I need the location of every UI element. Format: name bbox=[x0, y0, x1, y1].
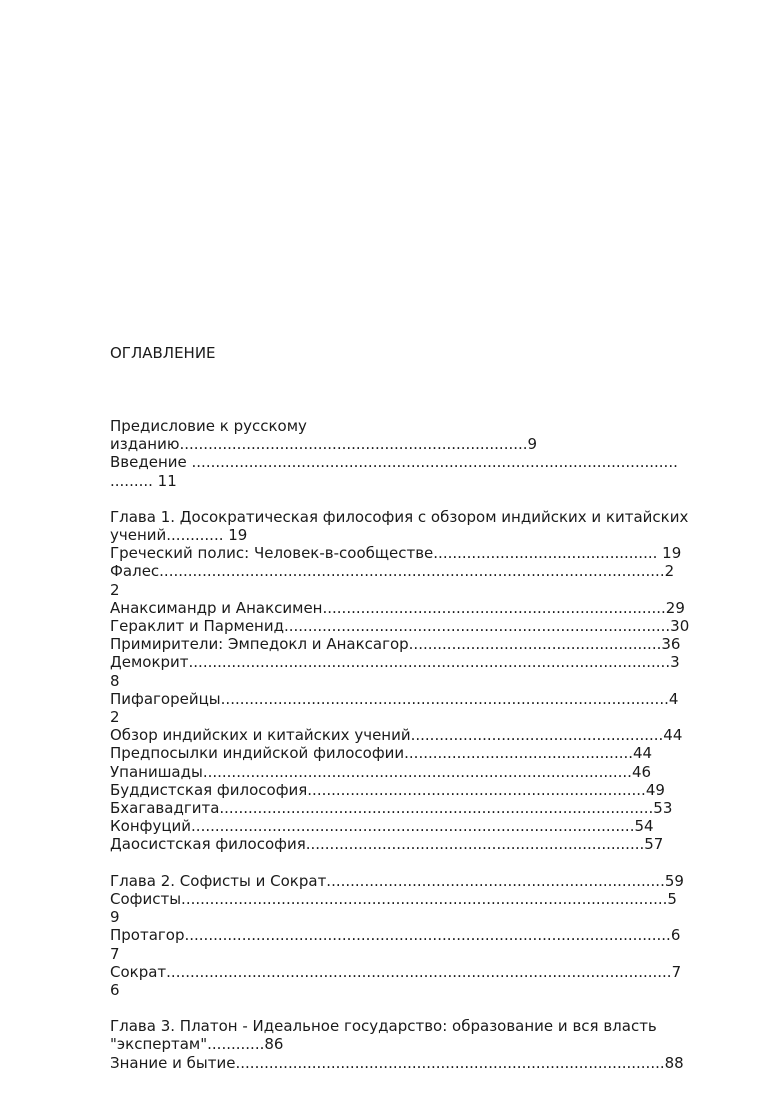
toc-entry: 9 bbox=[110, 908, 120, 927]
toc-entry: 6 bbox=[110, 980, 120, 999]
toc-entry: Буддистская философия.......................................................................49 bbox=[110, 780, 665, 799]
toc-entry: "экспертам"............86 bbox=[110, 1035, 284, 1054]
blank-line bbox=[110, 399, 720, 417]
toc-entry: Бхагавадгита...........................................................................................53 bbox=[110, 799, 673, 818]
toc-entry: 7 bbox=[110, 944, 120, 963]
toc-entry: Глава 2. Софисты и Сократ.......................................................................59 bbox=[110, 871, 684, 890]
toc-entry: Демокрит.....................................................................................................3 bbox=[110, 653, 680, 672]
toc-entry: Знание и бытие..........................................................................................88 bbox=[110, 1053, 684, 1072]
toc-entry: ......... 11 bbox=[110, 471, 177, 490]
toc-entry: Греческий полис: Человек-в-сообществе............................................... 19 bbox=[110, 544, 682, 563]
toc-entry: Анаксимандр и Анаксимен........................................................................29 bbox=[110, 598, 685, 617]
toc-entries bbox=[110, 399, 720, 1072]
toc-heading: ОГЛАВЛЕНИЕ bbox=[110, 344, 216, 363]
blank-line bbox=[110, 490, 720, 508]
toc-entry: 2 bbox=[110, 580, 120, 599]
toc-entry: Глава 1. Досократическая философия с обзором индийских и китайских bbox=[110, 507, 689, 526]
toc-entry: Упанишады..........................................................................................46 bbox=[110, 762, 652, 781]
toc-entry: Конфуций.............................................................................................54 bbox=[110, 817, 654, 836]
toc-entry: 8 bbox=[110, 671, 120, 690]
toc-entry: Примирители: Эмпедокл и Анаксагор.....................................................36 bbox=[110, 635, 681, 654]
toc-entry: Пифагорейцы..............................................................................................4 bbox=[110, 689, 679, 708]
toc-entry: Сократ..........................................................................................................7 bbox=[110, 962, 682, 981]
toc-entry: Фалес..........................................................................................................2 bbox=[110, 562, 675, 581]
blank-line bbox=[110, 999, 720, 1017]
toc-entry: Глава 3. Платон - Идеальное государство: образование и вся власть bbox=[110, 1017, 657, 1036]
toc-entry: Гераклит и Парменид.................................................................................30 bbox=[110, 617, 690, 636]
toc-entry: Даосистская философия.......................................................................57 bbox=[110, 835, 664, 854]
table-of-contents bbox=[110, 308, 720, 1108]
toc-entry: учений............ 19 bbox=[110, 526, 248, 545]
toc-entry: Введение ...................................................................................................... bbox=[110, 453, 678, 472]
toc-entry: Софисты......................................................................................................5 bbox=[110, 889, 677, 908]
toc-entry: Обзор индийских и китайских учений.....................................................44 bbox=[110, 726, 683, 745]
toc-entry: 2 bbox=[110, 708, 120, 727]
toc-entry: Протагор......................................................................................................6 bbox=[110, 926, 681, 945]
blank-line bbox=[110, 854, 720, 872]
toc-entry: Предисловие к русскому bbox=[110, 417, 307, 436]
toc-entry: Предпосылки индийской философии................................................44 bbox=[110, 744, 653, 763]
toc-entry: изданию.........................................................................9 bbox=[110, 435, 538, 454]
